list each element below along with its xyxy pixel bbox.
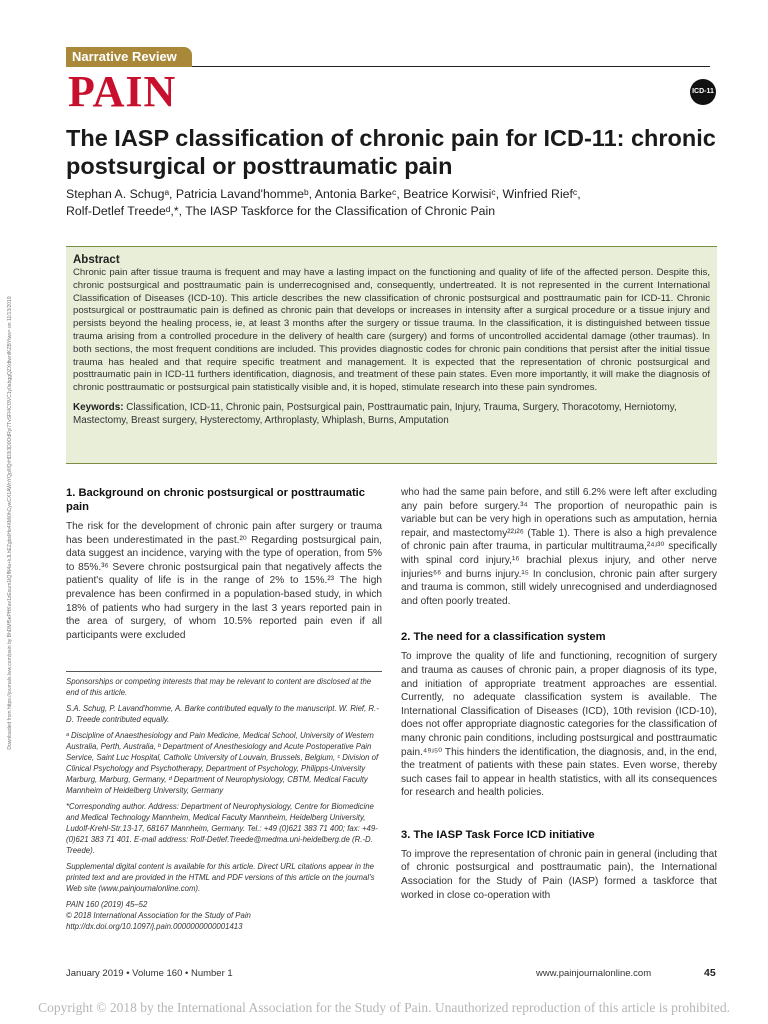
notes-divider: [66, 671, 382, 672]
left-column: [66, 486, 382, 642]
section-1-heading: 1. Background on chronic postsurgical or posttraumatic pain: [66, 487, 366, 513]
keywords-list: Classification, ICD-11, Chronic pain, Postsurgical pain, Posttraumatic pain, Injury, Trauma, Surgery, Thoracotomy, Herniotomy, Mastectomy, Breast surgery, Hysterectomy, Arthroplasty, Whiplash, Burns, Amputation: [73, 401, 677, 426]
author-list: [66, 186, 716, 220]
page-number: 45: [704, 967, 716, 979]
authors-line-2: Rolf-Detlef Treedeᵈ,*, The IASP Taskforce for the Classification of Chronic Pain: [66, 204, 496, 218]
journal-logo: PAIN: [68, 67, 177, 116]
section-1-continued: who had the same pain before, and still 6.2% were left after excluding any pain before surgery.³⁴ The proportion of neuropathic pain is variable but can be very high in operations such as amputation, hernia repair, and mastectomy²²ʴ²⁶ (Table 1). There is also a high prevalence of chronic pain after trauma, in particular multitrauma,²⁴ʴ³⁰ specifically with spinal cord injury,¹⁶ brachial plexus injury, and other nerve injuries⁶⁶ and burns injury.¹⁵ In conclusion, chronic pain after surgery and trauma is common, still widely unrecognised and underdiagnosed and often poorly treated.: [401, 487, 717, 607]
copyright-notice: Copyright © 2018 by the International Association for the Study of Pain. Unauthorized reproduction of this article is prohibited.: [38, 1000, 730, 1015]
note-citation: PAIN 160 (2019) 45–52: [66, 900, 148, 909]
journal-url[interactable]: www.painjournalonline.com: [536, 968, 652, 979]
section-3-text: To improve the representation of chronic pain in general (including that of chronic postsurgical and posttraumatic pain), the International Association for the Study of Pain (IASP) formed a taskforce that worked in close co-operation with: [401, 848, 717, 901]
note-sponsorship: Sponsorships or competing interests that may be relevant to content are disclosed at the end of this article.: [66, 677, 372, 697]
article-title: The IASP classification of chronic pain for ICD-11: chronic postsurgical or posttraumatic pain: [66, 125, 716, 179]
note-affiliations: ᵃ Discipline of Anaesthesiology and Pain Medicine, Medical School, University of Western Australia, Perth, Australia, ᵇ Department of Anesthesiology and Acute Postoperative Pain Service, Saint Luc Hospital, Catholic University of Louvain, Brussels, Belgium, ᶜ Division of Clinical Psychology and Psychotherapy, Department of Psychology, Philipps-University Marburg, Marburg, Germany, ᵈ Department of Neurophysiology, CBTM, Medical Faculty Mannheim of Heidelberg University, Germany: [66, 731, 379, 795]
section-3-heading: 3. The IASP Task Force ICD initiative: [401, 828, 595, 841]
right-column: [401, 486, 717, 902]
authors-line-1: Stephan A. Schugᵃ, Patricia Lavand'hommeᵇ, Antonia Barkeᶜ, Beatrice Korwisiᶜ, Winfried Riefᶜ,: [66, 187, 581, 201]
section-tag: Narrative Review: [66, 47, 192, 67]
header-divider: [192, 66, 710, 67]
section-1-text: The risk for the development of chronic pain after surgery or trauma has been underestimated in the past.²⁰ Regarding postsurgical pain, data suggest an incidence, varying with the type of operation, from 5% to 85%.³⁶ Severe chronic postsurgical pain that negatively affects the patient's quality of life is in the range of 2% to 15%.²³ The high prevalence has been confirmed in a population-based study, in which 18% of patients who had surgery in the last 3 years reported pain in the area of surgery, of whom 10.5% reported pain even if all participants were excluded: [66, 521, 382, 641]
download-notice: Downloaded from https://journals.lww.com/pain by BhDMf5ePHKav1zEoum1tQfN4a+kJLhEZgbsIHo4XMi0hCywCX1AWnYQp/IlQrHD3i3D0OdRyi7TvSFl4Cf3VC1y0abggQZXdtwnfKZBYtws= on 11/13/2019: [7, 296, 13, 750]
icd-badge: ICD-11: [690, 79, 716, 105]
abstract-box: [66, 246, 717, 464]
note-copyright: © 2018 International Association for the Study of Pain: [66, 911, 251, 920]
footnotes: [66, 676, 382, 932]
note-contribution: S.A. Schug, P. Lavand'homme, A. Barke contributed equally to the manuscript. W. Rief, R.-D. Treede contributed equally.: [66, 704, 379, 724]
note-corresponding: *Corresponding author. Address: Department of Neurophysiology, Centre for Biomedicine and Medical Technology Mannheim, Medical Faculty Mannheim, Heidelberg University, Ludolf-Krehl-Str.13-17, 68167 Mannheim, Germany. Tel.: +49 (0)621 383 71 400; fax: +49-(0)621 383 71 401. E-mail address: Rolf-Detlef.Treede@medma.uni-heidelberg.de (R.-D. Treede).: [66, 802, 378, 855]
keywords-label: Keywords:: [73, 401, 124, 413]
section-2-heading: 2. The need for a classification system: [401, 631, 606, 644]
issue-info: January 2019 • Volume 160 • Number 1: [66, 968, 233, 979]
note-doi: http://dx.doi.org/10.1097/j.pain.0000000000001413: [66, 922, 243, 931]
abstract-heading: Abstract: [73, 254, 120, 266]
keywords: [73, 401, 710, 427]
section-2-text: To improve the quality of life and functioning, recognition of surgery and trauma as causes of chronic pain, a proper diagnosis of its type, and initiation of appropriate treatment approaches are essential. Currently, no adequate classification system is available. The International Classification of Diseases (ICD), 10th revision (ICD-10), does not offer appropriate diagnostic categories for the classification of many chronic pain conditions, including postsurgical and posttraumatic pain.⁴⁹ʴ⁵⁰ This hinders the identification, the diagnosis, and, in the end, the treatment of patients with these pain states. Even worse, thereby such cases fail to appear in health statistics, with all its consequences for research and health policies.: [401, 651, 717, 799]
abstract-text: Chronic pain after tissue trauma is frequent and may have a lasting impact on the functioning and quality of life of the affected person. Despite this, chronic postsurgical and posttraumatic pain is underrecognised and, consequently, undertreated. It is not represented in the current International Classification of Diseases (ICD-10). This article describes the new classification of chronic postsurgical and posttraumatic pain for ICD-11. Chronic postsurgical or posttraumatic pain is defined as chronic pain that develops or increases in intensity after a surgical procedure or a tissue injury and persists beyond the healing process, ie, at least 3 months after the surgery or tissue trauma. In the classification, it is distinguished between tissue trauma arising from a controlled procedure in the delivery of health care (surgery) and forms of uncontrolled accidental damage (other traumas). In both sections, the most frequent conditions are included. This provides diagnostic codes for chronic pain conditions that persist after the initial tissue trauma has healed and that require specific treatment and management. It is expected that the representation of chronic postsurgical and posttraumatic pain in ICD-11 furthers identification, diagnosis, and treatment of these pain states. Even more importantly, it will make the diagnosis of chronic posttraumatic or postsurgical pain statistically visible and, it is hoped, stimulate research into these pain syndromes.: [73, 267, 710, 394]
note-supplemental: Supplemental digital content is available for this article. Direct URL citations appear in the printed text and are provided in the HTML and PDF versions of this article on the journal's Web site (www.painjournalonline.com).: [66, 862, 375, 893]
